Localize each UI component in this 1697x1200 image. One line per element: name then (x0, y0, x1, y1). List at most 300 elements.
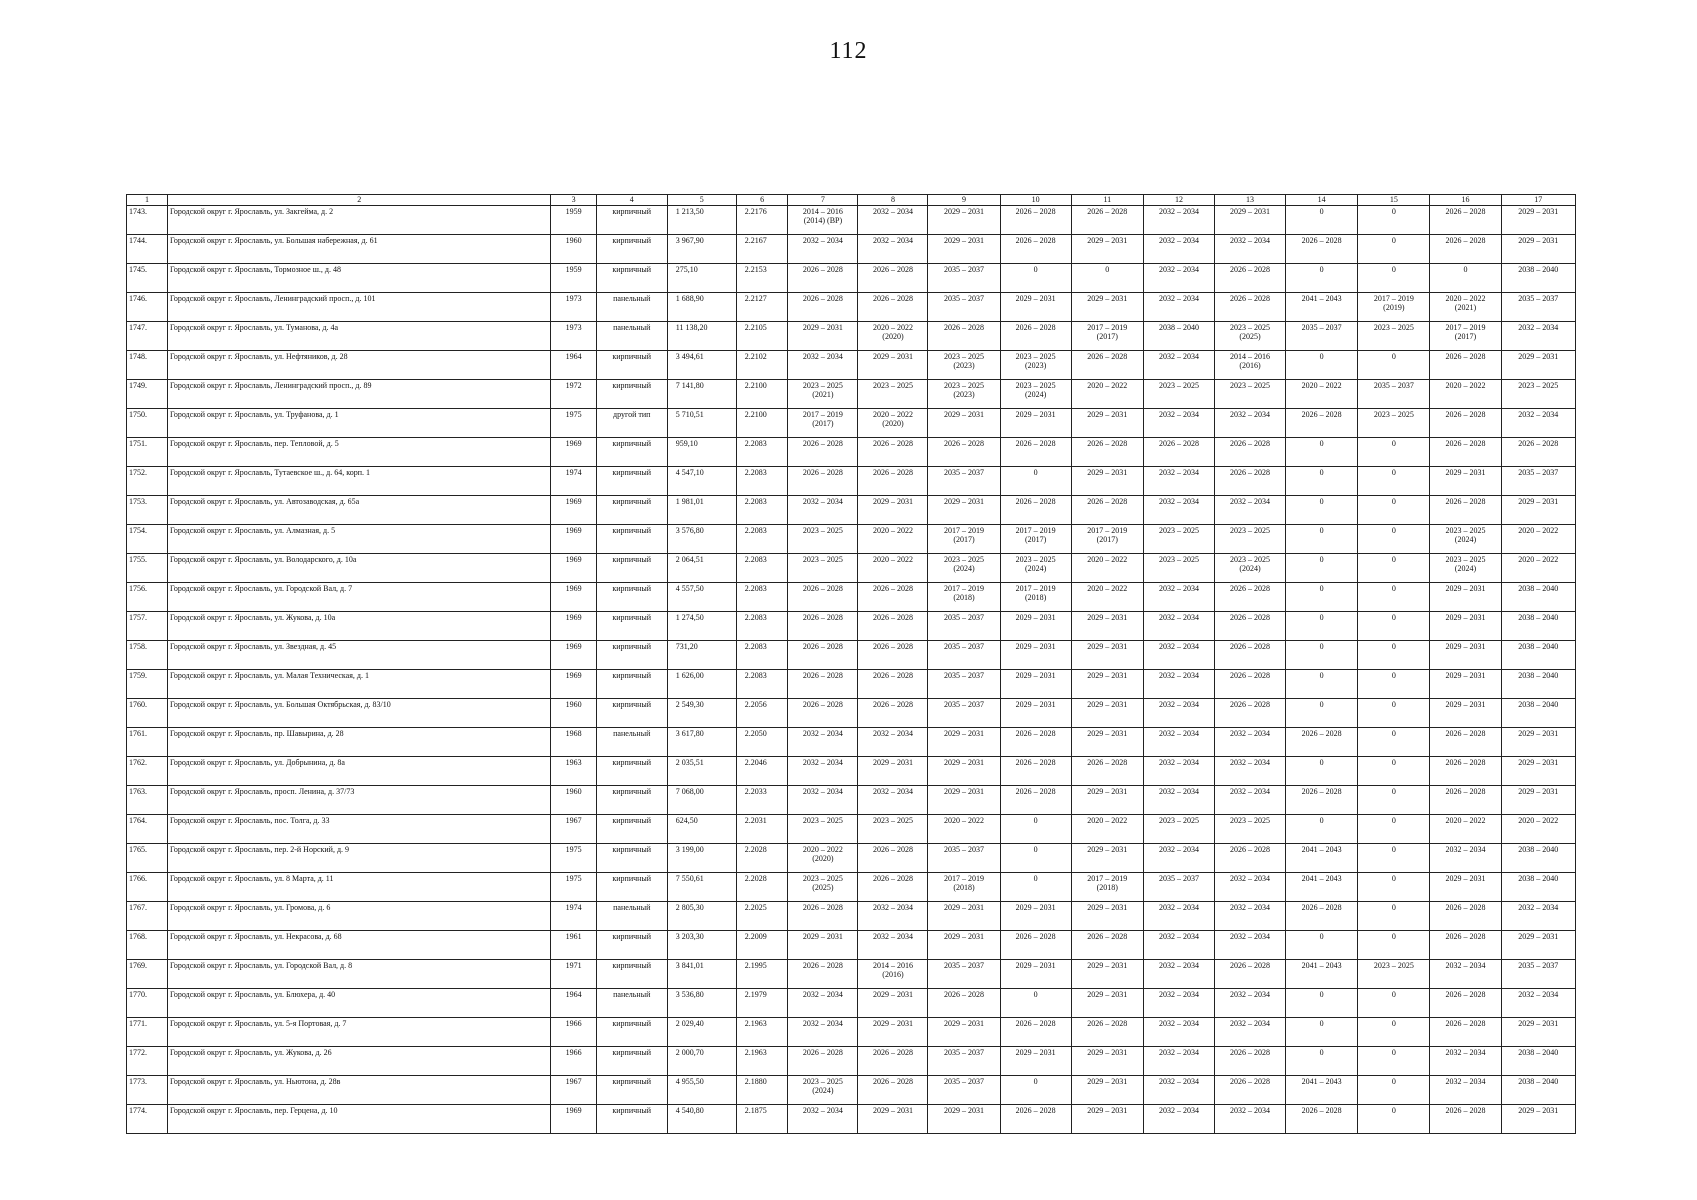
area-cell: 1 213,50 (667, 206, 736, 235)
table-row (127, 728, 1576, 757)
period-cell (788, 844, 858, 873)
period-range: 2032 – 2034 (1158, 1019, 1199, 1028)
period-cell (1358, 554, 1430, 583)
period-range: 2023 – 2025 (1158, 526, 1199, 535)
period-cell (1071, 467, 1143, 496)
period-range: 2035 – 2037 (1158, 874, 1199, 883)
period-cell (858, 525, 928, 554)
col-header: 3 (551, 195, 596, 206)
row-number: 1752. (127, 467, 168, 496)
period-cell (928, 815, 1000, 844)
period-cell (1286, 931, 1358, 960)
period-range: 2032 – 2034 (1445, 1048, 1486, 1057)
period-range: 0 (1319, 265, 1324, 274)
period-cell (1000, 554, 1071, 583)
period-cell (1358, 351, 1430, 380)
table-row (127, 206, 1576, 235)
period-range: 2026 – 2028 (1087, 1019, 1128, 1028)
wall-type-cell: панельный (596, 902, 667, 931)
address-cell: Городской округ г. Ярославль, пер. Тепловой, д. 5 (167, 438, 551, 467)
period-range: 0 (1463, 265, 1468, 274)
area-cell: 3 494,61 (667, 351, 736, 380)
period-range: 2032 – 2034 (872, 207, 913, 216)
coefficient-cell: 2.2083 (736, 670, 788, 699)
period-cell (1214, 554, 1285, 583)
period-range: 2026 – 2028 (802, 700, 843, 709)
period-cell (1214, 728, 1285, 757)
period-cell (1358, 409, 1430, 438)
period-range: 2035 – 2037 (1518, 961, 1559, 970)
year-cell: 1975 (551, 409, 596, 438)
period-cell (1071, 409, 1143, 438)
period-range: 2023 – 2025 (802, 555, 843, 564)
period-range: 2032 – 2034 (1230, 932, 1271, 941)
period-range: 2020 – 2022 (1301, 381, 1342, 390)
period-range: 2014 – 2016 (872, 961, 913, 970)
period-cell (1143, 641, 1214, 670)
period-range: 0 (1391, 265, 1396, 274)
period-range: 2029 – 2031 (1087, 1077, 1128, 1086)
period-cell (1000, 525, 1071, 554)
period-range: 2032 – 2034 (1445, 845, 1486, 854)
period-year-note: (2024) (1239, 564, 1261, 573)
period-range: 2035 – 2037 (944, 700, 985, 709)
period-cell (1214, 1018, 1285, 1047)
period-range: 2032 – 2034 (1158, 787, 1199, 796)
period-cell (1214, 380, 1285, 409)
period-range: 2029 – 2031 (1087, 1106, 1128, 1115)
period-range: 2026 – 2028 (872, 439, 913, 448)
period-cell (1430, 786, 1501, 815)
year-cell: 1969 (551, 496, 596, 525)
period-cell (1501, 989, 1575, 1018)
table-row (127, 496, 1576, 525)
period-cell (1143, 583, 1214, 612)
period-range: 2029 – 2031 (1518, 236, 1559, 245)
table-row (127, 1018, 1576, 1047)
period-range: 2023 – 2025 (802, 874, 843, 883)
period-range: 2026 – 2028 (1087, 932, 1128, 941)
period-range: 2029 – 2031 (1445, 613, 1486, 622)
period-cell (1071, 612, 1143, 641)
period-range: 2029 – 2031 (1015, 700, 1056, 709)
wall-type-cell: кирпичный (596, 496, 667, 525)
area-cell: 959,10 (667, 438, 736, 467)
period-cell (1071, 525, 1143, 554)
period-cell (1286, 902, 1358, 931)
period-range: 2026 – 2028 (1015, 729, 1056, 738)
table-row (127, 699, 1576, 728)
period-cell (1143, 496, 1214, 525)
period-cell (858, 438, 928, 467)
period-range: 2023 – 2025 (1015, 352, 1056, 361)
address-cell: Городской округ г. Ярославль, ул. Городской Вал, д. 8 (167, 960, 551, 989)
period-range: 2026 – 2028 (802, 961, 843, 970)
period-cell (1214, 235, 1285, 264)
period-range: 2017 – 2019 (1087, 874, 1128, 883)
period-range: 2029 – 2031 (1087, 729, 1128, 738)
period-cell (928, 525, 1000, 554)
period-range: 2026 – 2028 (1445, 729, 1486, 738)
period-year-note: (2025) (812, 883, 834, 892)
period-cell (928, 931, 1000, 960)
year-cell: 1966 (551, 1047, 596, 1076)
period-range: 2017 – 2019 (1445, 323, 1486, 332)
period-range: 2029 – 2031 (1518, 787, 1559, 796)
table-row (127, 467, 1576, 496)
wall-type-cell: кирпичный (596, 699, 667, 728)
period-range: 2026 – 2028 (1445, 207, 1486, 216)
address-cell: Городской округ г. Ярославль, ул. 5-я Портовая, д. 7 (167, 1018, 551, 1047)
period-range: 2026 – 2028 (1230, 700, 1271, 709)
period-cell (1501, 351, 1575, 380)
period-cell (1358, 786, 1430, 815)
wall-type-cell: кирпичный (596, 351, 667, 380)
period-range: 0 (1319, 932, 1324, 941)
period-cell (1000, 496, 1071, 525)
period-cell (1358, 467, 1430, 496)
area-cell: 731,20 (667, 641, 736, 670)
table-row (127, 293, 1576, 322)
period-range: 2026 – 2028 (1230, 265, 1271, 274)
period-cell (928, 786, 1000, 815)
col-header: 1 (127, 195, 168, 206)
period-cell (1286, 989, 1358, 1018)
period-cell (1358, 641, 1430, 670)
area-cell: 2 064,51 (667, 554, 736, 583)
year-cell: 1969 (551, 641, 596, 670)
period-range: 2032 – 2034 (1158, 1077, 1199, 1086)
wall-type-cell: кирпичный (596, 641, 667, 670)
period-cell (1071, 583, 1143, 612)
period-cell (928, 1018, 1000, 1047)
period-range: 2032 – 2034 (1230, 729, 1271, 738)
period-range: 0 (1319, 207, 1324, 216)
coefficient-cell: 2.2083 (736, 641, 788, 670)
period-range: 2035 – 2037 (1518, 294, 1559, 303)
period-cell (1358, 322, 1430, 351)
period-cell (788, 1018, 858, 1047)
area-cell: 275,10 (667, 264, 736, 293)
period-cell (1071, 496, 1143, 525)
period-cell (858, 1105, 928, 1134)
period-cell (858, 960, 928, 989)
period-cell (788, 728, 858, 757)
period-range: 2032 – 2034 (1158, 961, 1199, 970)
period-cell (1000, 612, 1071, 641)
year-cell: 1971 (551, 960, 596, 989)
period-range: 2029 – 2031 (1015, 410, 1056, 419)
table-row (127, 409, 1576, 438)
period-range: 2029 – 2031 (1015, 294, 1056, 303)
coefficient-cell: 2.2046 (736, 757, 788, 786)
period-range: 2032 – 2034 (1158, 758, 1199, 767)
period-cell (1430, 728, 1501, 757)
period-range: 2029 – 2031 (1015, 671, 1056, 680)
period-range: 2035 – 2037 (944, 845, 985, 854)
period-range: 2029 – 2031 (872, 1019, 913, 1028)
coefficient-cell: 2.2033 (736, 786, 788, 815)
period-cell (858, 844, 928, 873)
period-range: 2026 – 2028 (1230, 468, 1271, 477)
address-cell: Городской округ г. Ярославль, пр. Шавырина, д. 28 (167, 728, 551, 757)
period-range: 2029 – 2031 (944, 1019, 985, 1028)
address-cell: Городской округ г. Ярославль, Ленинградский просп., д. 101 (167, 293, 551, 322)
table-row (127, 438, 1576, 467)
table-row (127, 873, 1576, 902)
period-cell (1071, 322, 1143, 351)
address-cell: Городской округ г. Ярославль, пер. Герцена, д. 10 (167, 1105, 551, 1134)
period-cell (858, 496, 928, 525)
period-cell (1071, 554, 1143, 583)
wall-type-cell: кирпичный (596, 380, 667, 409)
period-range: 2026 – 2028 (872, 845, 913, 854)
period-range: 2029 – 2031 (1518, 729, 1559, 738)
period-range: 2020 – 2022 (872, 410, 913, 419)
period-range: 2029 – 2031 (944, 410, 985, 419)
period-cell (1286, 554, 1358, 583)
period-cell (788, 322, 858, 351)
period-range: 0 (1319, 990, 1324, 999)
period-year-note: (2023) (953, 361, 975, 370)
period-range: 2026 – 2028 (872, 265, 913, 274)
area-cell: 3 199,00 (667, 844, 736, 873)
period-range: 2029 – 2031 (1087, 1048, 1128, 1057)
period-cell (1000, 351, 1071, 380)
row-number: 1771. (127, 1018, 168, 1047)
period-cell (1286, 960, 1358, 989)
period-cell (1143, 612, 1214, 641)
wall-type-cell: панельный (596, 322, 667, 351)
period-range: 2029 – 2031 (1087, 903, 1128, 912)
coefficient-cell: 2.2050 (736, 728, 788, 757)
period-cell (1501, 960, 1575, 989)
period-cell (1501, 728, 1575, 757)
period-year-note: (2018) (1025, 593, 1047, 602)
row-number: 1764. (127, 815, 168, 844)
period-range: 2029 – 2031 (1230, 207, 1271, 216)
row-number: 1750. (127, 409, 168, 438)
period-range: 2038 – 2040 (1518, 845, 1559, 854)
period-year-note: (2021) (812, 390, 834, 399)
period-cell (1501, 496, 1575, 525)
period-cell (788, 351, 858, 380)
period-cell (858, 322, 928, 351)
period-range: 2032 – 2034 (1158, 613, 1199, 622)
period-range: 0 (1391, 439, 1396, 448)
period-cell (1000, 728, 1071, 757)
coefficient-cell: 2.2127 (736, 293, 788, 322)
period-range: 2026 – 2028 (872, 874, 913, 883)
period-range: 2023 – 2025 (1158, 381, 1199, 390)
row-number: 1754. (127, 525, 168, 554)
period-range: 2026 – 2028 (1087, 439, 1128, 448)
table-row (127, 612, 1576, 641)
period-cell (1214, 873, 1285, 902)
period-range: 2029 – 2031 (1518, 1019, 1559, 1028)
period-range: 2029 – 2031 (1015, 961, 1056, 970)
period-cell (1214, 467, 1285, 496)
period-range: 2026 – 2028 (1015, 439, 1056, 448)
period-cell (788, 699, 858, 728)
year-cell: 1974 (551, 902, 596, 931)
year-cell: 1973 (551, 322, 596, 351)
period-range: 2026 – 2028 (872, 671, 913, 680)
period-cell (1286, 1047, 1358, 1076)
area-cell: 1 626,00 (667, 670, 736, 699)
period-cell (1214, 612, 1285, 641)
period-cell (788, 1105, 858, 1134)
period-cell (1143, 844, 1214, 873)
period-cell (928, 873, 1000, 902)
period-range: 2032 – 2034 (1158, 468, 1199, 477)
period-cell (1286, 409, 1358, 438)
area-cell: 4 955,50 (667, 1076, 736, 1105)
period-year-note: (2024) (1454, 564, 1477, 573)
period-cell (858, 351, 928, 380)
period-cell (928, 554, 1000, 583)
period-range: 2017 – 2019 (944, 584, 985, 593)
period-range: 2029 – 2031 (872, 990, 913, 999)
row-number: 1768. (127, 931, 168, 960)
period-range: 2029 – 2031 (1087, 961, 1128, 970)
period-range: 2026 – 2028 (1015, 758, 1056, 767)
period-range: 0 (1391, 1106, 1396, 1115)
period-range: 2032 – 2034 (802, 787, 843, 796)
period-range: 2029 – 2031 (872, 352, 913, 361)
period-year-note: (2023) (953, 390, 975, 399)
period-cell (928, 728, 1000, 757)
row-number: 1757. (127, 612, 168, 641)
period-cell (928, 757, 1000, 786)
period-range: 0 (1033, 874, 1038, 883)
period-range: 2032 – 2034 (1230, 497, 1271, 506)
wall-type-cell: кирпичный (596, 1076, 667, 1105)
wall-type-cell: кирпичный (596, 1018, 667, 1047)
period-range: 2017 – 2019 (1087, 323, 1128, 332)
period-range: 2026 – 2028 (872, 468, 913, 477)
wall-type-cell: кирпичный (596, 235, 667, 264)
period-cell (1000, 960, 1071, 989)
period-cell (858, 554, 928, 583)
period-cell (1214, 1076, 1285, 1105)
period-range: 0 (1319, 555, 1324, 564)
period-range: 2020 – 2022 (872, 323, 913, 332)
period-cell (1358, 815, 1430, 844)
period-range: 0 (1319, 526, 1324, 535)
period-range: 0 (1391, 497, 1396, 506)
wall-type-cell: кирпичный (596, 612, 667, 641)
period-cell (928, 467, 1000, 496)
period-cell (1143, 525, 1214, 554)
year-cell: 1959 (551, 264, 596, 293)
period-cell (928, 351, 1000, 380)
period-range: 2032 – 2034 (802, 1019, 843, 1028)
period-cell (1358, 235, 1430, 264)
period-range: 2038 – 2040 (1158, 323, 1199, 332)
period-range: 2029 – 2031 (944, 729, 985, 738)
coefficient-cell: 2.2167 (736, 235, 788, 264)
coefficient-cell: 2.2056 (736, 699, 788, 728)
period-range: 2026 – 2028 (802, 642, 843, 651)
period-range: 2032 – 2034 (1230, 1106, 1271, 1115)
wall-type-cell: панельный (596, 293, 667, 322)
period-cell (1000, 264, 1071, 293)
period-range: 2026 – 2028 (1230, 642, 1271, 651)
period-range: 2038 – 2040 (1518, 584, 1559, 593)
year-cell: 1969 (551, 583, 596, 612)
period-cell (1000, 815, 1071, 844)
period-cell (788, 641, 858, 670)
table-row (127, 786, 1576, 815)
period-range: 2029 – 2031 (1445, 671, 1486, 680)
period-range: 2026 – 2028 (872, 294, 913, 303)
wall-type-cell: кирпичный (596, 844, 667, 873)
period-cell (1286, 525, 1358, 554)
period-range: 2035 – 2037 (944, 1048, 985, 1057)
period-cell (1143, 931, 1214, 960)
period-cell (858, 786, 928, 815)
period-range: 2026 – 2028 (1445, 787, 1486, 796)
wall-type-cell: кирпичный (596, 670, 667, 699)
period-cell (1000, 1105, 1071, 1134)
period-range: 2020 – 2022 (1518, 555, 1559, 564)
period-range: 2029 – 2031 (1518, 1106, 1559, 1115)
period-range: 2020 – 2022 (872, 526, 913, 535)
period-cell (1286, 1076, 1358, 1105)
period-cell (1286, 1105, 1358, 1134)
period-range: 2032 – 2034 (1518, 410, 1559, 419)
period-cell (788, 264, 858, 293)
period-range: 2029 – 2031 (1015, 903, 1056, 912)
period-cell (1071, 931, 1143, 960)
period-cell (1358, 1076, 1430, 1105)
coefficient-cell: 2.1963 (736, 1047, 788, 1076)
period-range: 2020 – 2022 (1087, 555, 1128, 564)
col-header: 13 (1214, 195, 1285, 206)
period-cell (1000, 1076, 1071, 1105)
wall-type-cell: кирпичный (596, 1105, 667, 1134)
row-number: 1749. (127, 380, 168, 409)
period-range: 2014 – 2016 (802, 207, 843, 216)
row-number: 1753. (127, 496, 168, 525)
row-number: 1760. (127, 699, 168, 728)
row-number: 1745. (127, 264, 168, 293)
area-cell: 624,50 (667, 815, 736, 844)
area-cell: 7 068,00 (667, 786, 736, 815)
period-cell (1071, 873, 1143, 902)
period-range: 2029 – 2031 (1445, 700, 1486, 709)
row-number: 1747. (127, 322, 168, 351)
year-cell: 1964 (551, 989, 596, 1018)
period-cell (1000, 467, 1071, 496)
period-cell (1430, 554, 1501, 583)
period-cell (1358, 989, 1430, 1018)
period-range: 2029 – 2031 (1087, 845, 1128, 854)
period-cell (928, 235, 1000, 264)
period-range: 2029 – 2031 (1087, 468, 1128, 477)
period-cell (1214, 206, 1285, 235)
period-cell (1358, 699, 1430, 728)
period-range: 0 (1319, 584, 1324, 593)
col-header: 5 (667, 195, 736, 206)
period-range: 2032 – 2034 (802, 990, 843, 999)
period-cell (1501, 1105, 1575, 1134)
period-cell (1143, 438, 1214, 467)
address-cell: Городской округ г. Ярославль, ул. 8 Марта, д. 11 (167, 873, 551, 902)
period-range: 2032 – 2034 (1158, 207, 1199, 216)
period-range: 2026 – 2028 (1230, 584, 1271, 593)
